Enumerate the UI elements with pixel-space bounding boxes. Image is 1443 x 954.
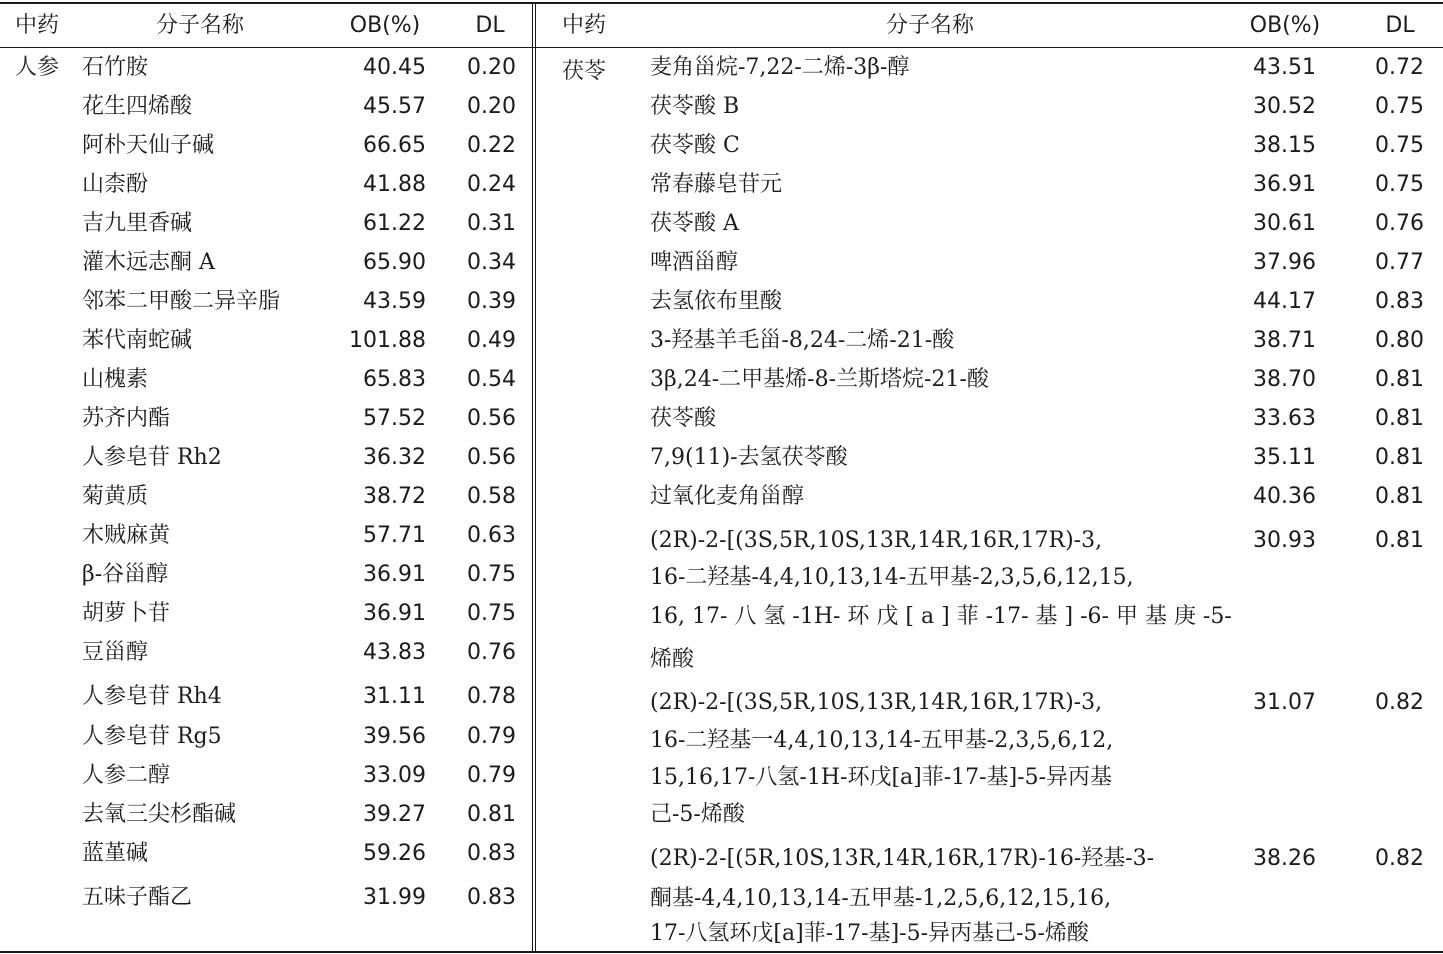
ob-value: 39.27	[363, 802, 426, 827]
molecule-name: 人参皂苷 Rh2	[82, 445, 222, 470]
molecule-name-line: 茯苓酸 B	[650, 94, 740, 119]
molecule-name: 灌木远志酮 A	[82, 250, 215, 275]
molecule-name: 胡萝卜苷	[82, 601, 171, 626]
molecule-name-line: 茯苓酸 C	[650, 133, 740, 158]
molecule-name: 人参皂苷 Rh4	[82, 684, 222, 709]
ob-value: 30.52	[1253, 94, 1316, 119]
molecule-name-line: 烯酸	[650, 647, 695, 672]
molecule-name-line: 常春藤皂苷元	[650, 172, 783, 197]
dl-value: 0.81	[1375, 406, 1424, 431]
dl-value: 0.77	[1375, 250, 1424, 275]
bottom-rule	[0, 951, 1443, 953]
top-rule	[0, 2, 1443, 4]
ob-value: 39.56	[363, 724, 426, 749]
molecule-name: 花生四烯酸	[82, 94, 193, 119]
header-herb: 中药	[562, 13, 607, 38]
column-divider	[532, 2, 533, 953]
ob-value: 43.51	[1253, 55, 1316, 80]
dl-value: 0.81	[1375, 445, 1424, 470]
molecule-name-line: 去氢依布里酸	[650, 289, 783, 314]
molecule-name-line: (2R)-2-[(3S,5R,10S,13R,14R,16R,17R)-3,	[650, 690, 1103, 715]
ob-value: 36.91	[363, 562, 426, 587]
dl-value: 0.80	[1375, 328, 1424, 353]
dl-value: 0.39	[467, 289, 516, 314]
ob-value: 44.17	[1253, 289, 1316, 314]
ob-value: 36.32	[363, 445, 426, 470]
ob-value: 30.93	[1253, 528, 1316, 553]
header-herb: 中药	[15, 13, 60, 38]
ob-value: 37.96	[1253, 250, 1316, 275]
ob-value: 40.45	[363, 55, 426, 80]
molecule-name: 人参二醇	[82, 763, 171, 788]
molecule-name-line: 3β,24-二甲基烯-8-兰斯塔烷-21-酸	[650, 367, 989, 392]
dl-value: 0.83	[467, 885, 516, 910]
ob-value: 38.70	[1253, 367, 1316, 392]
molecule-name: 山柰酚	[82, 172, 149, 197]
herb-label: 人参	[15, 55, 60, 80]
ob-value: 38.72	[363, 484, 426, 509]
dl-value: 0.49	[467, 328, 516, 353]
ob-value: 36.91	[1253, 172, 1316, 197]
molecule-name: 阿朴天仙子碱	[82, 133, 215, 158]
dl-value: 0.63	[467, 523, 516, 548]
molecule-name: 豆甾醇	[82, 640, 149, 665]
ob-value: 33.63	[1253, 406, 1316, 431]
dl-value: 0.56	[467, 406, 516, 431]
molecule-name: 山槐素	[82, 367, 149, 392]
header-dl: DL	[1385, 13, 1415, 38]
dl-value: 0.75	[467, 601, 516, 626]
molecule-name-line: 16-二羟基一4,4,10,13,14-五甲基-2,3,5,6,12,	[650, 728, 1114, 753]
ob-value: 41.88	[363, 172, 426, 197]
molecule-name: 菊黄质	[82, 484, 149, 509]
dl-value: 0.78	[467, 684, 516, 709]
molecule-name-line: 3-羟基羊毛甾-8,24-二烯-21-酸	[650, 328, 955, 353]
header-ob: OB(%)	[349, 13, 421, 38]
ob-value: 43.59	[363, 289, 426, 314]
dl-value: 0.76	[467, 640, 516, 665]
molecule-name-line: 16, 17- 八 氢 -1H- 环 戊 [ a ] 菲 -17- 基 ] -6- 甲 基 庚 -5-	[650, 604, 1232, 629]
molecule-name-line: 15,16,17-八氢-1H-环戊[a]菲-17-基]-5-异丙基	[650, 765, 1113, 790]
molecule-name: 石竹胺	[82, 55, 149, 80]
ob-value: 61.22	[363, 211, 426, 236]
ob-value: 36.91	[363, 601, 426, 626]
dl-value: 0.83	[467, 841, 516, 866]
header-molecule-name: 分子名称	[885, 13, 974, 38]
molecule-name: β-谷甾醇	[82, 562, 169, 587]
dl-value: 0.81	[467, 802, 516, 827]
ob-value: 43.83	[363, 640, 426, 665]
dl-value: 0.79	[467, 763, 516, 788]
molecule-name: 木贼麻黄	[82, 523, 171, 548]
ob-value: 38.15	[1253, 133, 1316, 158]
ob-value: 38.71	[1253, 328, 1316, 353]
ob-value: 45.57	[363, 94, 426, 119]
dl-value: 0.72	[1375, 55, 1424, 80]
dl-value: 0.31	[467, 211, 516, 236]
herb-label: 茯苓	[562, 59, 607, 84]
column-divider	[535, 2, 536, 953]
ob-value: 59.26	[363, 841, 426, 866]
dl-value: 0.54	[467, 367, 516, 392]
dl-value: 0.81	[1375, 367, 1424, 392]
ob-value: 57.71	[363, 523, 426, 548]
ob-value: 38.26	[1253, 846, 1316, 871]
dl-value: 0.58	[467, 484, 516, 509]
header-dl: DL	[475, 13, 505, 38]
header-molecule-name: 分子名称	[155, 13, 244, 38]
dl-value: 0.82	[1375, 846, 1424, 871]
dl-value: 0.75	[1375, 172, 1424, 197]
ob-value: 30.61	[1253, 211, 1316, 236]
molecule-name: 苯代南蛇碱	[82, 328, 193, 353]
ob-value: 66.65	[363, 133, 426, 158]
dl-value: 0.75	[1375, 94, 1424, 119]
molecule-name: 邻苯二甲酸二异辛脂	[82, 289, 281, 314]
molecule-name: 五味子酯乙	[82, 885, 193, 910]
ob-value: 33.09	[363, 763, 426, 788]
dl-value: 0.76	[1375, 211, 1424, 236]
molecule-name: 去氧三尖杉酯碱	[82, 802, 237, 827]
dl-value: 0.22	[467, 133, 516, 158]
dl-value: 0.34	[467, 250, 516, 275]
dl-value: 0.82	[1375, 690, 1424, 715]
dl-value: 0.75	[1375, 133, 1424, 158]
ob-value: 65.83	[363, 367, 426, 392]
molecule-name-line: 茯苓酸	[650, 406, 717, 431]
ob-value: 57.52	[363, 406, 426, 431]
molecule-name: 人参皂苷 Rg5	[82, 724, 222, 749]
molecule-name-line: 7,9(11)-去氢茯苓酸	[650, 445, 848, 470]
molecule-name-line: 16-二羟基-4,4,10,13,14-五甲基-2,3,5,6,12,15,	[650, 565, 1134, 590]
molecule-name-line: 17-八氢环戊[a]菲-17-基]-5-异丙基己-5-烯酸	[650, 921, 1089, 946]
molecule-name-line: 茯苓酸 A	[650, 211, 739, 236]
ob-value: 31.99	[363, 885, 426, 910]
header-rule	[0, 47, 1443, 48]
molecule-name: 吉九里香碱	[82, 211, 193, 236]
molecule-name: 苏齐内酯	[82, 406, 171, 431]
molecule-name-line: 过氧化麦角甾醇	[650, 484, 805, 509]
molecule-name-line: 酮基-4,4,10,13,14-五甲基-1,2,5,6,12,15,16,	[650, 886, 1112, 911]
dl-value: 0.20	[467, 55, 516, 80]
ob-value: 35.11	[1253, 445, 1316, 470]
ob-value: 101.88	[349, 328, 426, 353]
dl-value: 0.20	[467, 94, 516, 119]
molecule-name: 蓝堇碱	[82, 841, 149, 866]
ob-value: 31.11	[363, 684, 426, 709]
ob-value: 40.36	[1253, 484, 1316, 509]
molecule-name-line: 麦角甾烷-7,22-二烯-3β-醇	[650, 55, 910, 80]
dl-value: 0.75	[467, 562, 516, 587]
ob-value: 31.07	[1253, 690, 1316, 715]
dl-value: 0.81	[1375, 484, 1424, 509]
dl-value: 0.79	[467, 724, 516, 749]
molecule-name-line: (2R)-2-[(3S,5R,10S,13R,14R,16R,17R)-3,	[650, 528, 1103, 553]
dl-value: 0.56	[467, 445, 516, 470]
dl-value: 0.83	[1375, 289, 1424, 314]
ob-value: 65.90	[363, 250, 426, 275]
molecule-name-line: 己-5-烯酸	[650, 802, 745, 827]
dl-value: 0.81	[1375, 528, 1424, 553]
dl-value: 0.24	[467, 172, 516, 197]
molecule-name-line: (2R)-2-[(5R,10S,13R,14R,16R,17R)-16-羟基-3-	[650, 846, 1155, 871]
molecule-name-line: 啤酒甾醇	[650, 250, 739, 275]
header-ob: OB(%)	[1249, 13, 1321, 38]
